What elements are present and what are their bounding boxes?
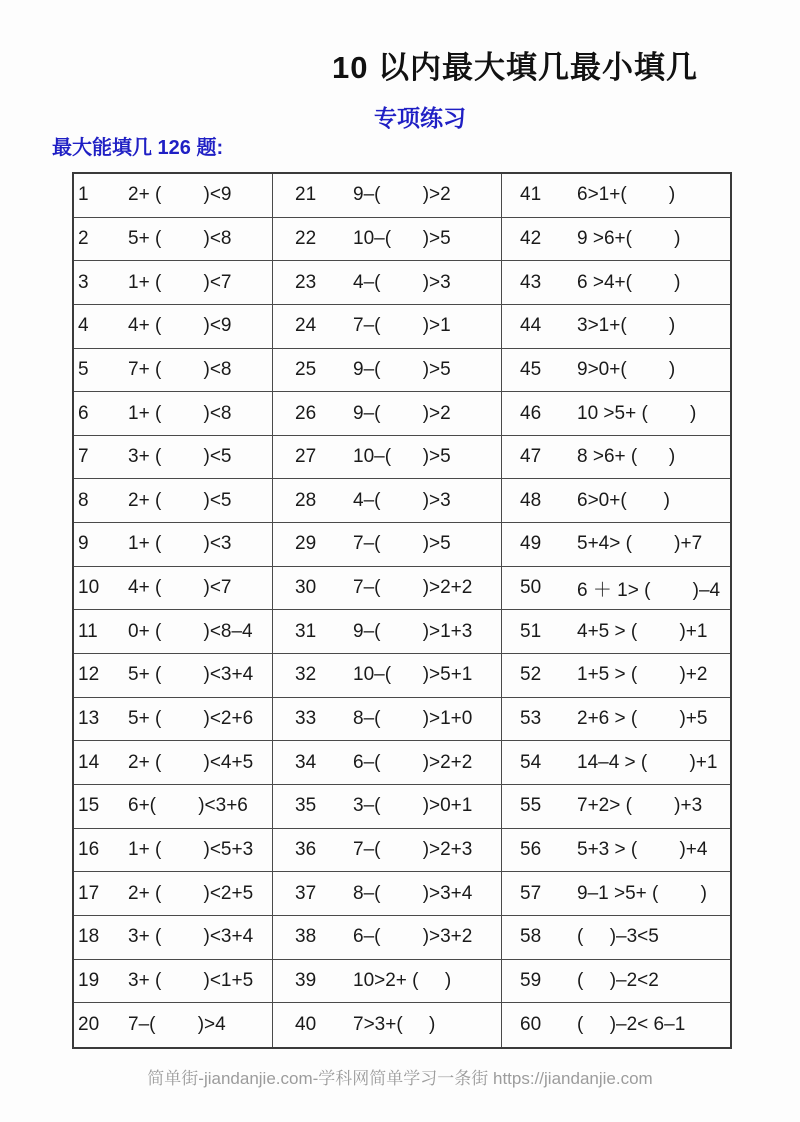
problem-number: 18 (78, 926, 100, 948)
problem-cell (502, 610, 730, 654)
problem-expression: 10–( )>5 (353, 446, 451, 468)
problem-expression: 5+3 > ( )+4 (577, 838, 708, 860)
problem-number: 9 (78, 533, 89, 555)
problem-number: 35 (295, 795, 317, 817)
problem-number: 25 (295, 358, 317, 380)
problem-cell (273, 1003, 502, 1047)
problem-number: 24 (295, 315, 317, 337)
problem-cell (74, 785, 273, 829)
problem-expression: 8–( )>1+0 (353, 708, 473, 729)
problem-number: 10 (78, 577, 100, 599)
problem-expression: ( )–2< 6–1 (577, 1013, 686, 1035)
problem-expression: 1+ ( )<8 (128, 402, 232, 424)
problem-number: 54 (520, 751, 542, 773)
problem-expression: 1+5 > ( )+2 (577, 664, 708, 686)
problem-expression: 9–( )>1+3 (353, 620, 473, 642)
problem-cell (74, 872, 273, 916)
problem-cell (273, 479, 502, 523)
problem-cell (502, 698, 730, 742)
problem-number: 20 (78, 1013, 100, 1035)
problem-expression: 7+ ( )<8 (128, 358, 232, 380)
problem-number: 49 (520, 533, 542, 555)
problem-expression: 4–( )>3 (353, 489, 451, 511)
section-heading: 最大能填几 126 题: (52, 137, 224, 159)
problem-expression: 2+ ( )<5 (128, 489, 232, 511)
problem-expression: 2+ ( )<2+5 (128, 882, 254, 904)
problem-expression: 5+ ( )<8 (128, 227, 232, 249)
problem-number: 7 (78, 446, 89, 468)
problem-expression: 3+ ( )<5 (128, 446, 232, 468)
problem-cell (273, 610, 502, 654)
problem-number: 59 (520, 969, 542, 991)
problem-expression: 7–( )>1 (353, 315, 451, 337)
problem-expression: 0+ ( )<8–4 (128, 620, 253, 642)
problem-number: 13 (78, 708, 100, 729)
problem-cell (273, 654, 502, 698)
problem-number: 12 (78, 664, 100, 686)
problem-expression: 4+ ( )<9 (128, 315, 232, 337)
problem-expression: 9–1 >5+ ( ) (577, 882, 707, 904)
problem-expression: 6 ＋ 1> ( )–4 (577, 579, 721, 601)
problem-cell (273, 436, 502, 480)
problem-cell (502, 349, 730, 393)
problem-number: 21 (295, 184, 317, 206)
problem-number: 40 (295, 1013, 317, 1035)
problem-number: 44 (520, 315, 542, 337)
problem-cell (502, 479, 730, 523)
problem-number: 27 (295, 446, 317, 468)
problem-number: 16 (78, 838, 100, 860)
problem-expression: 7–( )>4 (128, 1013, 226, 1035)
problem-cell (502, 567, 730, 611)
problem-number: 14 (78, 751, 100, 773)
problem-expression: 10 >5+ ( ) (577, 402, 697, 424)
problem-cell (273, 261, 502, 305)
problem-expression: 10>2+ ( ) (353, 969, 452, 991)
problem-expression: 7>3+( ) (353, 1013, 436, 1035)
problem-number: 23 (295, 271, 317, 293)
problem-cell (74, 698, 273, 742)
problem-number: 47 (520, 446, 542, 468)
problem-expression: 7–( )>2+3 (353, 838, 473, 860)
problem-expression: 3+ ( )<3+4 (128, 926, 254, 948)
problem-number: 3 (78, 271, 89, 293)
problem-number: 39 (295, 969, 317, 991)
problem-number: 19 (78, 969, 100, 991)
problem-cell (273, 872, 502, 916)
problem-cell (273, 392, 502, 436)
problem-cell (502, 305, 730, 349)
problem-cell (273, 960, 502, 1004)
problem-cell (74, 741, 273, 785)
problem-cell (273, 305, 502, 349)
problem-number: 52 (520, 664, 542, 686)
problem-cell (74, 218, 273, 262)
problem-cell (502, 174, 730, 218)
problem-number: 11 (78, 620, 98, 642)
problem-number: 41 (520, 184, 542, 206)
problem-cell (74, 1003, 273, 1047)
problem-number: 8 (78, 489, 89, 511)
problem-number: 28 (295, 489, 317, 511)
problem-expression: 7+2> ( )+3 (577, 795, 703, 817)
problem-cell (74, 523, 273, 567)
problem-number: 38 (295, 926, 317, 948)
problem-cell (502, 218, 730, 262)
problem-expression: 2+6 > ( )+5 (577, 708, 708, 729)
problem-cell (74, 261, 273, 305)
problem-cell (74, 349, 273, 393)
problem-number: 15 (78, 795, 100, 817)
problem-number: 50 (520, 577, 542, 599)
problem-number: 4 (78, 315, 89, 337)
problem-cell (502, 392, 730, 436)
problem-cell (273, 523, 502, 567)
problem-cell (74, 916, 273, 960)
problem-cell (502, 785, 730, 829)
problem-number: 37 (295, 882, 317, 904)
problem-number: 56 (520, 838, 542, 860)
problem-expression: 14–4 > ( )+1 (577, 751, 718, 773)
page-subtitle: 专项练习 (374, 105, 466, 131)
problem-expression: ( )–2<2 (577, 969, 659, 991)
problem-number: 46 (520, 402, 542, 424)
problem-expression: 4+5 > ( )+1 (577, 620, 708, 642)
problem-expression: 7–( )>2+2 (353, 577, 473, 599)
problem-cell (273, 741, 502, 785)
problem-number: 33 (295, 708, 317, 729)
problem-cell (502, 436, 730, 480)
problem-cell (502, 523, 730, 567)
problem-expression: 3–( )>0+1 (353, 795, 473, 817)
problem-expression: 2+ ( )<4+5 (128, 751, 254, 773)
problem-expression: 9>0+( ) (577, 358, 676, 380)
problem-number: 31 (295, 620, 317, 642)
problem-expression: 10–( )>5+1 (353, 664, 473, 686)
problem-cell (502, 916, 730, 960)
problem-expression: 9–( )>2 (353, 402, 451, 424)
problem-number: 30 (295, 577, 317, 599)
problem-expression: 9–( )>5 (353, 358, 451, 380)
problem-expression: 6 >4+( ) (577, 271, 681, 293)
problem-cell (502, 960, 730, 1004)
problem-number: 58 (520, 926, 542, 948)
problem-cell (273, 567, 502, 611)
problem-expression: 3>1+( ) (577, 315, 676, 337)
problem-expression: 4+ ( )<7 (128, 577, 232, 599)
problem-cell (273, 829, 502, 873)
problem-expression: 6–( )>2+2 (353, 751, 473, 773)
problem-cell (273, 349, 502, 393)
problem-cell (273, 916, 502, 960)
problem-cell (74, 392, 273, 436)
problem-expression: 1+ ( )<5+3 (128, 838, 254, 860)
problem-cell (74, 960, 273, 1004)
problem-number: 51 (520, 620, 542, 642)
problem-expression: 6>1+( ) (577, 184, 676, 206)
problem-number: 34 (295, 751, 317, 773)
problem-number: 53 (520, 708, 542, 729)
problem-expression: ( )–3<5 (577, 926, 659, 948)
problem-number: 26 (295, 402, 317, 424)
problem-number: 48 (520, 489, 542, 511)
problem-number: 57 (520, 882, 542, 904)
problem-cell (74, 436, 273, 480)
problem-number: 22 (295, 227, 317, 249)
problem-cell (273, 785, 502, 829)
problem-number: 17 (78, 882, 100, 904)
problem-expression: 9–( )>2 (353, 184, 451, 206)
problem-expression: 5+4> ( )+7 (577, 533, 703, 555)
problem-cell (74, 305, 273, 349)
problem-number: 60 (520, 1013, 542, 1035)
problem-expression: 5+ ( )<2+6 (128, 708, 254, 729)
problem-cell (502, 261, 730, 305)
problem-cell (502, 654, 730, 698)
problem-cell (74, 479, 273, 523)
problem-number: 42 (520, 227, 542, 249)
problem-cell (273, 698, 502, 742)
problem-cell (502, 741, 730, 785)
problem-expression: 9 >6+( ) (577, 227, 681, 249)
problem-expression: 5+ ( )<3+4 (128, 664, 254, 686)
problem-number: 43 (520, 271, 542, 293)
problem-cell (502, 1003, 730, 1047)
problem-expression: 2+ ( )<9 (128, 184, 232, 206)
problem-cell (273, 174, 502, 218)
problem-cell (74, 174, 273, 218)
problem-number: 2 (78, 227, 89, 249)
problems-table (72, 172, 732, 1049)
problem-number: 45 (520, 358, 542, 380)
problem-expression: 8 >6+ ( ) (577, 446, 676, 468)
problem-number: 5 (78, 358, 89, 380)
problem-number: 36 (295, 838, 317, 860)
problem-expression: 7–( )>5 (353, 533, 451, 555)
problem-expression: 6>0+( ) (577, 489, 670, 511)
problem-expression: 1+ ( )<3 (128, 533, 232, 555)
problem-number: 6 (78, 402, 89, 424)
problem-cell (74, 567, 273, 611)
problem-expression: 10–( )>5 (353, 227, 451, 249)
page-title: 10 以内最大填几最小填几 (331, 50, 699, 85)
problem-cell (502, 872, 730, 916)
problem-cell (74, 654, 273, 698)
problem-number: 29 (295, 533, 317, 555)
problem-number: 1 (78, 184, 89, 206)
problem-cell (502, 829, 730, 873)
problem-cell (74, 610, 273, 654)
problem-expression: 8–( )>3+4 (353, 882, 473, 904)
problem-number: 32 (295, 664, 317, 686)
problem-cell (273, 218, 502, 262)
problem-expression: 6–( )>3+2 (353, 926, 473, 948)
problem-expression: 1+ ( )<7 (128, 271, 232, 293)
problem-expression: 3+ ( )<1+5 (128, 969, 254, 991)
problem-number: 55 (520, 795, 542, 817)
problem-expression: 4–( )>3 (353, 271, 451, 293)
problem-cell (74, 829, 273, 873)
problem-expression: 6+( )<3+6 (128, 795, 248, 817)
footer-credit: 简单街-jiandanjie.com-学科网简单学习一条街 https://jiandanjie.com (147, 1069, 653, 1088)
